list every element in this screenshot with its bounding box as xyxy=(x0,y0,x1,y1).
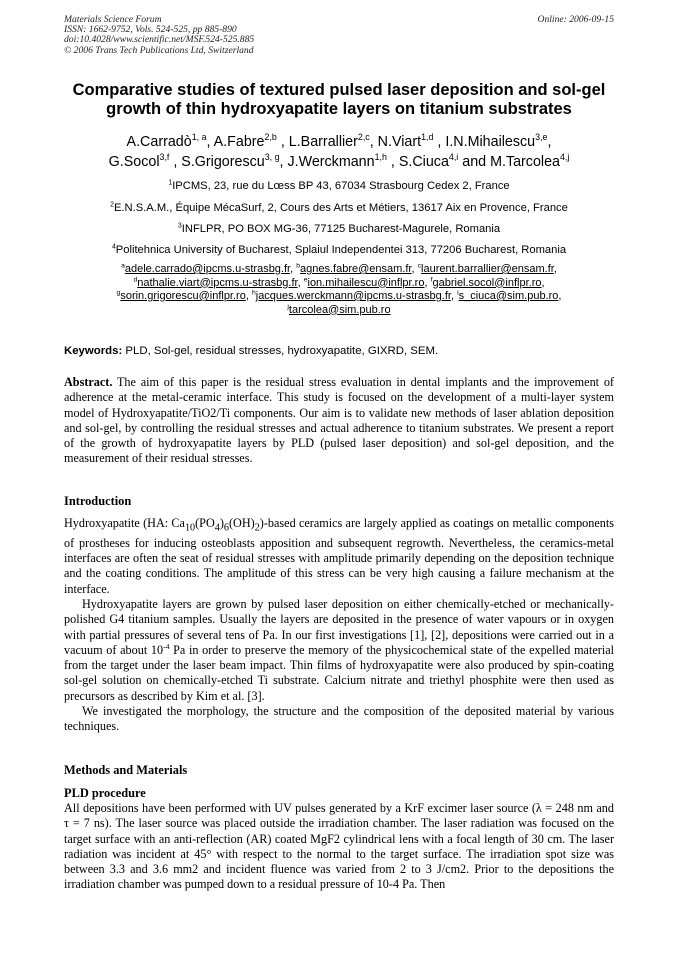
keywords-text: PLD, Sol-gel, residual stresses, hydroxyapatite, GIXRD, SEM. xyxy=(125,345,439,357)
affiliation-2: $^2$E.N.S.A.M., Équipe MécaSurf, 2, Cours des Arts et Métiers, 13617 Aix en Provence, France xyxy=(110,201,568,214)
pld-text: All depositions have been performed with UV pulses generated by a KrF excimer laser source (λ = 248 nm and τ = 7 ns). The laser source was placed outside the irradiation chamber. The laser radiation was focused on the target surface with an anti-reflection (AR) coated MgF2 cylindrical lens with a focal length of 30 cm. The laser radiation was incident at 45° with respect to the normal to the target surface. The irradiation spot size was between 3.3 and 3.6 mm2 and incident fluence was varied from 2 to 3 J/cm2. Prior to the depositions the irradiation chamber was pumped down to a residual pressure of 10-4 Pa. Then xyxy=(64,801,614,892)
affiliation-1: $^1$IPCMS, 23, rue du Lœss BP 43, 67034 Strasbourg Cedex 2, France xyxy=(168,179,510,192)
affiliation-3: $^3$INFLPR, PO BOX MG-36, 77125 Bucharest-Magurele, Romania xyxy=(177,222,501,235)
email-link-f[interactable]: gabriel.socol@inflpr.ro xyxy=(432,276,542,289)
email-link-e[interactable]: ion.mihailescu@inflpr.ro xyxy=(307,276,425,289)
journal-name: Materials Science Forum xyxy=(64,14,162,25)
email-link-i[interactable]: s_ciuca@sim.pub.ro xyxy=(458,290,559,302)
intro-paragraph-3: We investigated the morphology, the structure and the composition of the deposited material by various techniques. xyxy=(64,704,614,734)
abstract-label: Abstract. xyxy=(64,375,113,389)
email-list: $^a$adele.carrado@ipcms.u-strasbg.fr, $^b$agnes.fabre@ensam.fr, $^c$laurent.barrallier@ensam.fr, $^d$nathalie.viart@ipcms.u-strasbg.fr, $^e$ion.mihailescu@inflpr.ro, $^f$gabriel.socol@inflpr.ro, $^g$sorin.grigorescu@inflpr.ro, $^h$jacques.werckmann@ipcms.u-strasbg.fr, $^i$s_ciuca@sim.pub.ro, $^j$tarcolea@sim.pub.ro xyxy=(116,262,562,316)
journal-header xyxy=(64,15,614,56)
keywords-label: Keywords: xyxy=(64,345,123,357)
section-heading-methods: Methods and Materials xyxy=(64,763,188,777)
online-date: Online: 2006-09-15 xyxy=(537,14,614,25)
abstract-paragraph xyxy=(64,375,614,467)
intro-paragraph-2: Hydroxyapatite layers are grown by pulsed laser deposition on either chemically-etched or mechanically-polished G4 titanium samples. Usually the layers are deposited in the presence of water vapours or in oxygen with partial pressures of several tens of Pa. In our first investigations [1], [2], depositions were carried out in a vacuum of about $10^{-4}$ Pa in order to preserve the memory of the physicochemical state of the expelled material from the target under the laser beam impact. Thin films of hydroxyapatite were also produced by spin-coating sol-gel solution on chemically-etched Ti substrate. Calcium nitrate and triethyl phosphite were then used as precursors as described by Kim et al. [3]. xyxy=(64,596,614,703)
email-link-c[interactable]: laurent.barrallier@ensam.fr xyxy=(421,263,554,275)
keywords-line xyxy=(64,345,614,357)
email-link-a[interactable]: adele.carrado@ipcms.u-strasbg.fr xyxy=(124,263,291,275)
doi-line: doi:10.4028/www.scientific.net/MSF.524-525.885 xyxy=(64,34,255,46)
section-heading-introduction: Introduction xyxy=(64,494,132,508)
paper-title: Comparative studies of textured pulsed laser deposition and sol-gel growth of thin hydroxyapatite layers on titanium substrates xyxy=(72,81,606,118)
pld-paragraph xyxy=(64,801,614,893)
intro-paragraph-1: Hydroxyapatite (HA: $Ca_{10}(PO_4)_6(OH)_2$)-based ceramics are largely applied as coatings on metallic components of prostheses for inducing osteoblasts apposition and subsequent regrowth. Nevertheless, the ceramics-metal interfaces are often the seat of residual stresses with amplitude primarily depending on the deposition technique and the coating conditions. The amplitude of this stress can be very high causing a failure mechanism at the interface. xyxy=(64,516,614,596)
affiliation-4: $^4$Politehnica University of Bucharest, Splaiul Independentei 313, 77206 Bucharest, Romania xyxy=(111,243,567,256)
email-link-b[interactable]: agnes.fabre@ensam.fr xyxy=(300,263,412,275)
introduction-body xyxy=(64,516,614,735)
issn-line: ISSN: 1662-9752, Vols. 524-525, pp 885-890 xyxy=(64,24,237,36)
subsection-heading-pld: PLD procedure xyxy=(64,786,146,800)
email-link-h[interactable]: jacques.werckmann@ipcms.u-strasbg.fr xyxy=(255,290,451,302)
email-link-j[interactable]: tarcolea@sim.pub.ro xyxy=(288,303,391,316)
author-list: A.Carradò$^{1, a}$, A.Fabre$^{2,b}$ , L.Barrallier$^{2,c}$, N.Viart$^{1,d}$ , I.N.Mihailescu$^{3,e}$, G.Socol$^{3,f}$ , S.Grigorescu$^{3, g}$, J.Werckmann$^{1,h}$ , S.Ciuca$^{4,i}$ and M.Tarcolea$^{4,j}$ xyxy=(108,132,570,170)
abstract-text: The aim of this paper is the residual stress evaluation in dental implants and the improvement of adherence at the metal-ceramic interface. This study is focused on the development of a multi-layer system model of Hydroxyapatite/TiO2/Ti components. Our aim is to validate new methods of laser ablation deposition and sol-gel, by controlling the residual stresses and actual adherence to titanium substrates. We present a report of the growth of hydroxyapatite layers by PLD (pulsed laser deposition) and sol-gel deposition, and the measurement of their residual stresses. xyxy=(64,375,614,466)
copyright-line: © 2006 Trans Tech Publications Ltd, Switzerland xyxy=(64,44,254,56)
email-link-g[interactable]: sorin.grigorescu@inflpr.ro xyxy=(120,290,246,302)
email-link-d[interactable]: nathalie.viart@ipcms.u-strasbg.fr xyxy=(137,276,298,289)
